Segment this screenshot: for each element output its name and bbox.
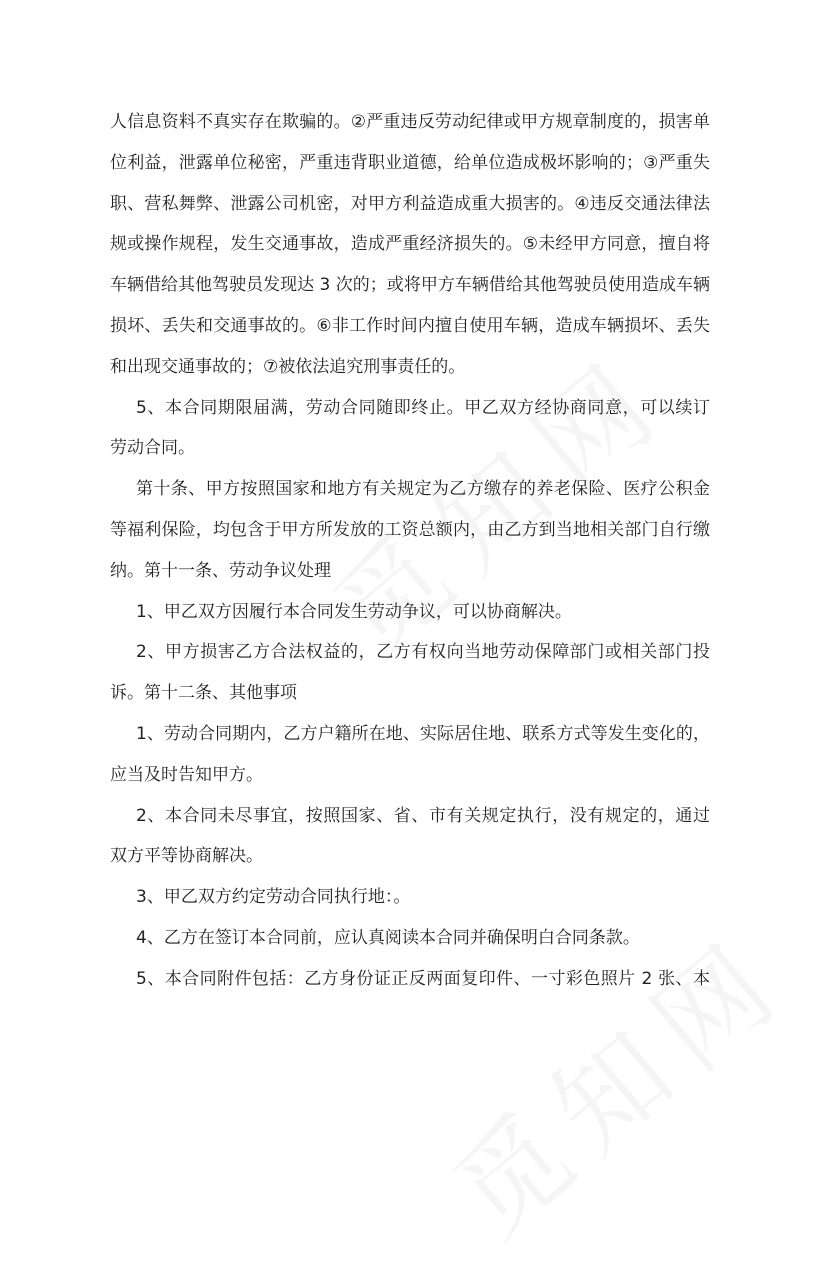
text-line: 1、甲乙双方因履行本合同发生劳动争议，可以协商解决。 [136,601,572,622]
text-line: 车辆借给其他驾驶员发现达 3 次的；或将甲方车辆借给其他驾驶员使用造成车辆 [110,275,710,296]
text-line: 职、营私舞弊、泄露公司机密，对甲方利益造成重大损害的。④违反交通法律法 [110,193,710,214]
text-line: 1、劳动合同期内，乙方户籍所在地、实际居住地、联系方式等发生变化的， [136,723,710,744]
text-line: 诉。第十二条、其他事项 [110,683,297,704]
text-line: 2、甲方损害乙方合法权益的，乙方有权向当地劳动保障部门或相关部门投 [136,642,710,663]
text-line: 3、甲乙双方约定劳动合同执行地：。 [136,887,411,908]
text-line: 双方平等协商解决。 [110,846,263,867]
text-line: 位利益，泄露单位秘密，严重违背职业道德，给单位造成极坏影响的；③严重失 [110,152,710,173]
text-line: 劳动合同。 [110,438,195,459]
text-line: 等福利保险，均包含于甲方所发放的工资总额内，由乙方到当地相关部门自行缴 [110,519,710,540]
text-line: 应当及时告知甲方。 [110,764,263,785]
text-line: 2、本合同未尽事宜，按照国家、省、市有关规定执行，没有规定的，通过 [136,805,710,826]
text-line: 损坏、丢失和交通事故的。⑥非工作时间内擅自使用车辆，造成车辆损坏、丢失 [110,315,710,336]
text-line: 规或操作规程，发生交通事故，造成严重经济损失的。⑤未经甲方同意，擅自将 [110,234,710,255]
text-line: 和出现交通事故的；⑦被依法追究刑事责任的。 [110,356,466,377]
text-line: 第十条、甲方按照国家和地方有关规定为乙方缴存的养老保险、医疗公积金 [136,479,710,500]
text-line: 人信息资料不真实存在欺骗的。②严重违反劳动纪律或甲方规章制度的，损害单 [110,112,710,132]
document-body [110,102,710,1000]
text-line: 纳。第十一条、劳动争议处理 [110,560,331,581]
text-line: 4、乙方在签订本合同前，应认真阅读本合同并确保明白合同条款。 [136,927,640,948]
text-line: 5、本合同期限届满，劳动合同随即终止。甲乙双方经协商同意，可以续订 [136,397,710,418]
text-line: 5、本合同附件包括：乙方身份证正反两面复印件、一寸彩色照片 2 张、本 [136,968,710,989]
